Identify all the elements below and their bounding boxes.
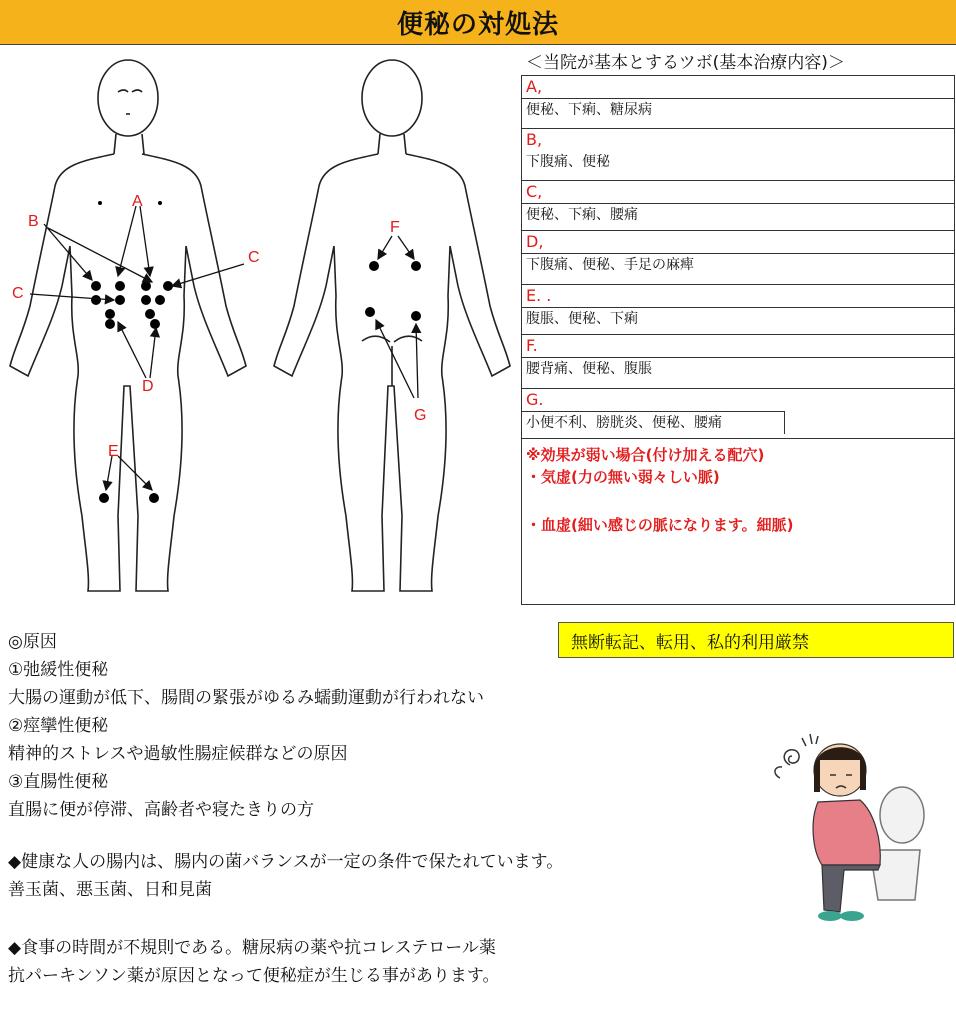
causes-heading: ◎原因 <box>8 632 57 652</box>
medication-paragraph <box>8 934 499 990</box>
table-row <box>522 128 954 182</box>
cause-line: ②痙攣性便秘 <box>8 716 109 736</box>
dizzy-swirl-icon <box>775 734 818 778</box>
label-b: B <box>28 213 39 230</box>
label-c-right: C <box>248 249 260 266</box>
paragraph-line: ◆健康な人の腸内は、腸内の菌バランスが一定の条件で保たれています。 <box>8 852 564 872</box>
label-c-left: C <box>12 285 24 302</box>
row-desc: 腹脹、便秘、下痢 <box>522 307 954 330</box>
row-letter: B, <box>526 130 543 149</box>
table-row <box>522 76 954 130</box>
label-f: F <box>390 219 400 236</box>
table-row <box>522 334 954 388</box>
cause-line: 精神的ストレスや過敏性腸症候群などの原因 <box>8 744 348 764</box>
back-body-figure <box>274 60 510 591</box>
cause-line: ③直腸性便秘 <box>8 772 109 792</box>
note-heading: ※効果が弱い場合(付け加える配穴) <box>526 446 765 464</box>
label-a: A <box>132 193 143 210</box>
copyright-banner <box>558 622 954 658</box>
row-letter: E. . <box>526 286 552 305</box>
title-bar <box>0 0 956 45</box>
row-desc: 小便不利、膀胱炎、便秘、腰痛 <box>522 411 785 434</box>
label-e: E <box>108 443 119 460</box>
paragraph-line: 抗パーキンソン薬が原因となって便秘症が生じる事があります。 <box>8 966 500 986</box>
table-row <box>522 284 954 338</box>
note-kekkyo: ・血虚(細い感じの脈になります。細脈) <box>526 516 794 534</box>
row-letter: C, <box>526 182 543 201</box>
front-acupoints <box>91 201 173 503</box>
cause-line: ①弛緩性便秘 <box>8 660 109 680</box>
paragraph-line: ◆食事の時間が不規則である。糖尿病の薬や抗コレステロール薬 <box>8 938 496 958</box>
pointer-arrows <box>30 206 418 490</box>
cause-line: 直腸に便が停滞、高齢者や寝たきりの方 <box>8 800 314 820</box>
row-letter: D, <box>526 232 544 251</box>
paragraph-line: 善玉菌、悪玉菌、日和見菌 <box>8 880 212 900</box>
front-body-figure <box>10 60 246 591</box>
row-letter: F. <box>526 336 538 355</box>
note-kikyo: ・気虚(力の無い弱々しい脈) <box>526 468 720 486</box>
back-acupoints <box>365 261 421 321</box>
row-desc: 便秘、下痢、腰痛 <box>522 203 954 226</box>
row-desc: 腰背痛、便秘、腹脹 <box>522 357 954 380</box>
row-desc: 下腹痛、便秘 <box>526 154 610 170</box>
cause-line: 大腸の運動が低下、腸間の緊張がゆるみ蠕動運動が行われない <box>8 688 484 708</box>
page-title: 便秘の対処法 <box>396 9 559 40</box>
causes-section <box>8 628 484 824</box>
row-desc: 下腹痛、便秘、手足の麻痺 <box>522 253 954 276</box>
row-letter: A, <box>526 77 543 96</box>
table-row <box>522 230 954 284</box>
constipation-illustration <box>770 730 940 930</box>
label-d: D <box>142 378 154 395</box>
table-heading: ＜当院が基本とするツボ(基本治療内容)＞ <box>526 53 845 73</box>
table-row <box>522 180 954 234</box>
acupoint-body-diagram <box>0 46 515 606</box>
person-figure <box>813 744 880 921</box>
label-g: G <box>414 407 427 424</box>
flora-paragraph <box>8 848 563 904</box>
row-letter: G. <box>526 390 544 409</box>
banner-text: 無断転記、転用、私的利用厳禁 <box>571 632 809 653</box>
table-divider <box>522 438 954 439</box>
table-row <box>522 388 954 444</box>
row-desc: 便秘、下痢、糖尿病 <box>522 98 954 121</box>
